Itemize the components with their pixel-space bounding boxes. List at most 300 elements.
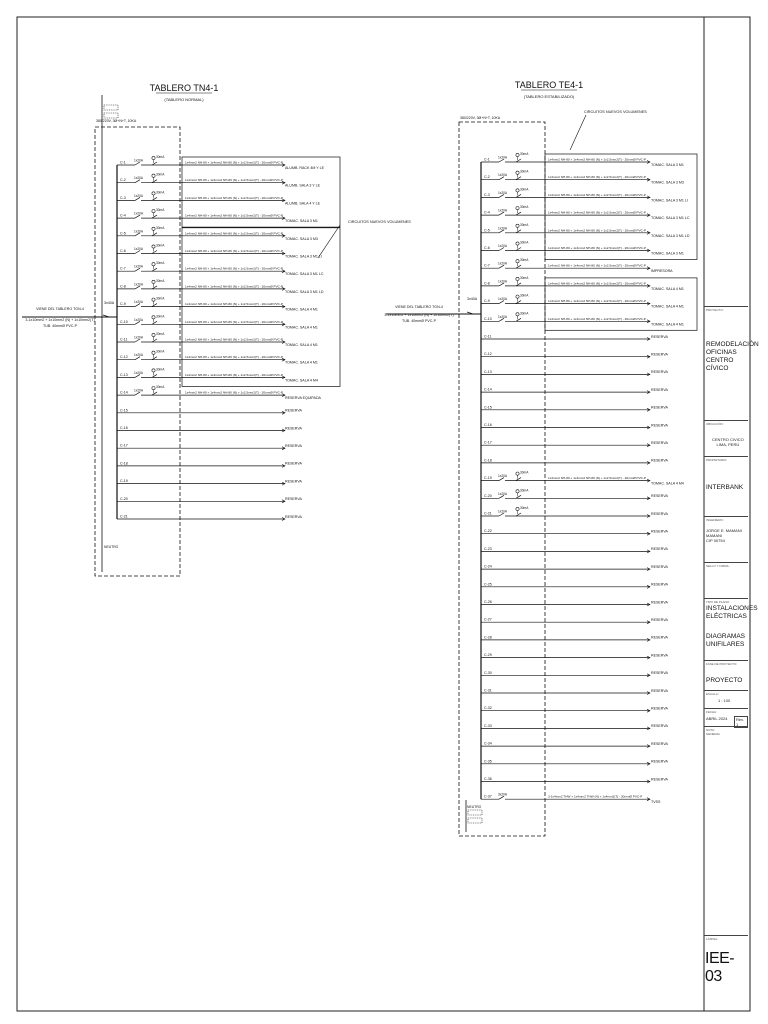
circuit-cable: 1x4mm2 NH-80 + 1x4mm2 NH-80 (N) + 1x2.5mm2(T) - 20mmØ PVC-P xyxy=(185,231,283,236)
circuit-id: C-1 xyxy=(120,160,126,165)
circuit-row xyxy=(117,426,302,432)
differential-symbol xyxy=(516,230,521,233)
panel-title: TABLERO TN4-1 xyxy=(149,83,219,93)
circuit-id: C-13 xyxy=(120,372,128,377)
panel-tn4-1 xyxy=(25,83,411,549)
project-name: REMODELACIÓN OFICINAS CENTRO CÍVICO xyxy=(706,341,759,372)
differential-rating: 30mA xyxy=(520,222,529,227)
circuit-load: RESERVA xyxy=(651,706,668,711)
differential-symbol xyxy=(516,495,521,498)
circuit-row xyxy=(117,314,318,329)
circuit-row xyxy=(481,742,668,748)
breaker-rating: 1x20A xyxy=(134,317,144,322)
circuit-cable: 1x4mm2 NH-80 + 1x4mm2 NH-80 (N) + 1x2.5mm2(T) - 20mmØ PVC-P xyxy=(548,299,646,304)
circuit-load: RESERVA xyxy=(651,600,668,605)
specialty-label: TIPO DE PLANO: xyxy=(706,600,730,604)
differential-rating: 30mA xyxy=(156,367,165,372)
breaker-rating: 1x20A xyxy=(498,261,508,266)
differential-coil xyxy=(152,192,155,195)
circuit-load: TOMAC. SALA 4 M1 xyxy=(651,286,684,291)
breaker-rating: 1x20A xyxy=(134,264,144,269)
circuit-row xyxy=(481,653,668,659)
circuit-id: C-31 xyxy=(484,688,492,693)
circuit-cable: 1x4mm2 NH-80 + 1x4mm2 NH-80 (N) + 1x2.5mm2(T) - 20mmØ PVC-P xyxy=(548,476,646,481)
circuit-cable: 1x4mm2 NH-80 + 1x4mm2 NH-80 (N) + 1x2.5mm2(T) - 20mmØ PVC-P xyxy=(185,355,283,360)
circuit-id: C-20 xyxy=(120,496,128,501)
circuit-load: RESERVA xyxy=(651,759,668,764)
circuit-row xyxy=(481,724,668,730)
sheet-title: DIAGRAMAS UNIFILARES xyxy=(706,633,746,648)
differential-coil xyxy=(516,490,519,493)
feeder-from: VIENE DEL TABLERO TGN-4 xyxy=(395,305,443,309)
circuit-load: RESERVA xyxy=(285,408,302,413)
circuit-load: RESERVA xyxy=(651,564,668,569)
circuit-row xyxy=(117,208,318,223)
seal-label: SELLO Y FIRMA: xyxy=(706,564,730,568)
circuit-id: C-3 xyxy=(120,195,126,200)
breaker-rating: 1x20A xyxy=(134,247,144,251)
circuit-load: RESERVA xyxy=(651,405,668,410)
circuit-load: RESERVA xyxy=(285,479,302,484)
circuit-load: RESERVA xyxy=(285,426,302,431)
breaker-rating: 1x20A xyxy=(498,244,508,248)
differential-rating: 30mA xyxy=(520,470,529,475)
circuit-load: RESERVA xyxy=(285,497,302,502)
circuit-id: C-37 xyxy=(484,794,492,799)
circuit-load: ALUMB. SALA 4 Y LE xyxy=(285,201,321,206)
circuit-row xyxy=(481,488,668,500)
circuit-row xyxy=(481,441,668,447)
differential-rating: 30mA xyxy=(520,311,529,316)
differential-coil xyxy=(152,174,155,177)
differential-symbol xyxy=(516,212,521,215)
circuit-row xyxy=(481,405,668,411)
differential-rating: 30mA xyxy=(156,278,165,283)
circuit-id: C-12 xyxy=(120,355,128,360)
circuit-row xyxy=(117,497,302,503)
differential-rating: 30mA xyxy=(156,261,165,266)
circuit-cable: 1x4mm2 NH-80 + 1x4mm2 NH-80 (N) + 1x2.5mm2(T) - 20mmØ PVC-P xyxy=(548,210,646,215)
circuit-cable: 1x4mm2 NH-80 + 1x4mm2 NH-80 (N) + 1x2.5mm2(T) - 20mmØ PVC-P xyxy=(185,390,283,395)
circuit-id: C-14 xyxy=(120,390,128,395)
phase-label: FASE DE PROYECTO: xyxy=(706,662,738,666)
circuit-load: TOMAC. SALA 4 M1 xyxy=(651,304,684,309)
circuit-id: C-16 xyxy=(120,426,128,430)
circuit-id: C-5 xyxy=(484,228,490,233)
note-leader xyxy=(318,225,340,258)
specialty: INSTALACIONES ELÉCTRICAS xyxy=(706,605,758,620)
differential-rating: 30mA xyxy=(520,258,529,263)
differential-symbol xyxy=(152,286,157,289)
differential-rating: 30mA xyxy=(156,296,165,301)
differential-rating: 30mA xyxy=(520,488,529,493)
phase: PROYECTO xyxy=(706,677,743,684)
differential-coil xyxy=(152,387,155,390)
circuit-load: TOMAC. SALA 4 M1 xyxy=(285,307,318,312)
differential-rating: 30mA xyxy=(156,155,165,159)
circuit-row xyxy=(481,388,668,394)
circuit-load: TOMAC. SALA 3 M3 xyxy=(285,236,318,241)
panel-0-diagram xyxy=(22,95,340,576)
breaker-rating: 1x20A xyxy=(498,226,508,231)
differential-coil xyxy=(152,227,155,230)
differential-rating: 30mA xyxy=(156,225,165,230)
circuit-load: TOMAC. SALA 4 M4 xyxy=(285,378,318,383)
circuit-row xyxy=(117,515,302,521)
circuit-cable: 3-1x4mm2 THW + 1x4mm2 THW (N) + 1x4mm2(T) - 20mmØ PVC-P xyxy=(548,794,643,799)
circuit-cable: 1x4mm2 NH-80 + 1x4mm2 NH-80 (N) + 1x2.5mm2(T) - 20mmØ PVC-P xyxy=(548,316,646,321)
circuit-id: C-14 xyxy=(484,387,492,392)
circuit-load: TOMAC. SALA 4 M1 xyxy=(651,322,684,327)
circuit-load: RESERVA xyxy=(651,547,668,552)
panel-title: TABLERO TE4-1 xyxy=(514,80,584,90)
circuit-row xyxy=(481,294,684,309)
differential-symbol xyxy=(152,197,157,200)
circuit-id: C-23 xyxy=(484,546,492,551)
circuit-row xyxy=(117,444,302,450)
circuit-row xyxy=(481,258,673,273)
breaker-rating: 1x20A xyxy=(498,314,508,319)
breaker-rating: 1x20A xyxy=(498,155,508,160)
circuit-row xyxy=(117,408,302,414)
circuit-load: TOMAC. SALA 3 M1 xyxy=(651,163,684,167)
differential-rating: 30mA xyxy=(520,275,529,280)
client-name: INTERBANK xyxy=(706,484,744,491)
circuit-row xyxy=(481,335,668,341)
differential-rating: 30mA xyxy=(156,190,165,195)
circuit-cable: 1x4mm2 NH-80 + 1x4mm2 NH-80 (N) + 1x2.5mm2(T) - 20mmØ PVC-P xyxy=(185,160,283,165)
differential-rating: 30mA xyxy=(520,293,529,298)
circuit-load: TOMAC. SALA 4 M1 xyxy=(285,360,318,365)
circuit-id: C-11 xyxy=(484,334,492,339)
differential-symbol xyxy=(516,318,521,321)
differential-rating: 30mA xyxy=(520,169,529,174)
differential-coil xyxy=(152,156,155,159)
circuit-load: TOMAC. SALA 3 M1 LI xyxy=(285,254,322,259)
circuit-id: C-6 xyxy=(484,246,490,250)
circuit-load: TOMAC. SALA 3 M1 LI xyxy=(651,198,688,203)
differential-coil xyxy=(152,298,155,301)
differential-symbol xyxy=(152,268,157,271)
panel-subtitle: (TABLERO ESTABILIZADO) xyxy=(523,94,575,99)
breaker-rating: 1x20A xyxy=(134,211,144,216)
differential-rating: 30mA xyxy=(156,208,165,213)
differential-rating: 30mA xyxy=(520,205,529,210)
circuit-row xyxy=(481,565,668,571)
circuit-load: RESERVA EQUIPADA xyxy=(285,396,321,401)
circuit-row xyxy=(117,350,318,365)
circuit-id: C-32 xyxy=(484,706,492,711)
circuit-id: C-22 xyxy=(484,529,492,534)
circuit-row xyxy=(481,671,668,677)
circuit-load: TOMAC. SALA 3 M1 LD xyxy=(651,233,690,238)
circuit-load: TOMAC. SALA 3 M1 LD xyxy=(285,289,324,294)
circuit-load: TOMAC. SALA 3 M3 xyxy=(651,180,684,185)
circuit-row xyxy=(481,471,684,486)
notes-label: NOTA: xyxy=(706,728,715,732)
circuit-cable: 1x4mm2 NH-80 + 1x4mm2 NH-80 (N) + 1x2.5mm2(T) - 20mmØ PVC-P xyxy=(185,337,283,342)
differential-coil xyxy=(516,224,519,227)
location-label: UBICACIÓN: xyxy=(706,422,724,426)
circuit-load: ALUMB. SALA 3 Y LE xyxy=(285,183,321,188)
differential-symbol xyxy=(516,283,521,286)
date: ABRIL 2024 xyxy=(706,716,728,721)
circuit-load: RESERVA xyxy=(651,370,668,375)
circuit-cable: 1x4mm2 NH-80 + 1x4mm2 NH-80 (N) + 1x2.5mm2(T) - 20mmØ PVC-P xyxy=(548,263,646,268)
differential-coil xyxy=(152,333,155,336)
breaker-rating: 1x20A xyxy=(498,173,508,178)
differential-coil xyxy=(152,280,155,283)
differential-symbol xyxy=(152,374,157,377)
circuit-load: TOMAC. SALA 4 M1 xyxy=(285,343,318,347)
breaker-rating: 1x20A xyxy=(134,353,144,358)
feeder-conduit: TUB. 40mmØ PVC-P xyxy=(43,324,77,328)
differential-coil xyxy=(516,207,519,210)
differential-coil xyxy=(516,171,519,174)
circuit-row xyxy=(481,759,668,765)
differential-symbol xyxy=(152,392,157,395)
circuit-id: C-15 xyxy=(120,408,128,413)
circuit-row xyxy=(117,332,318,347)
circuit-id: C-2 xyxy=(120,178,126,183)
circuit-cable: 1x4mm2 NH-80 + 1x4mm2 NH-80 (N) + 1x2.5mm2(T) - 20mmØ PVC-P xyxy=(548,228,646,233)
breaker-rating: 1x20A xyxy=(134,193,144,198)
engineer-name: JORGE E. MAMANI MAMANI CIP 00754 xyxy=(706,528,742,543)
differential-coil xyxy=(152,351,155,354)
differential-coil xyxy=(152,263,155,266)
circuit-row xyxy=(117,173,321,188)
circuit-cable: 1x4mm2 NH-80 + 1x4mm2 NH-80 (N) + 1x2.5mm2(T) - 20mmØ PVC-P xyxy=(185,372,283,377)
differential-symbol xyxy=(152,180,157,183)
differential-symbol xyxy=(152,357,157,360)
circuit-id: C-6 xyxy=(120,249,126,253)
differential-symbol xyxy=(516,194,521,197)
new-circuits-group xyxy=(545,154,697,260)
feeder-conduit: TUB. 40mmØ PVC-P xyxy=(402,319,436,323)
notes: GENERAL xyxy=(706,732,721,736)
differential-symbol xyxy=(516,265,521,268)
differential-symbol xyxy=(152,251,157,254)
breaker-rating: 1x20A xyxy=(498,279,508,284)
circuit-row xyxy=(481,241,684,256)
differential-rating: 30mA xyxy=(156,332,165,336)
scale: 1 : 100 xyxy=(718,698,731,703)
circuit-row xyxy=(481,600,668,606)
breaker-rating: 1x20A xyxy=(498,297,508,302)
circuit-id: C-7 xyxy=(120,266,126,271)
circuit-cable: 1x4mm2 NH-80 + 1x4mm2 NH-80 (N) + 1x2.5mm2(T) - 20mmØ PVC-P xyxy=(185,266,283,271)
circuit-load: TVSS xyxy=(651,800,661,805)
circuit-id: C-17 xyxy=(120,443,128,448)
note-leader xyxy=(570,115,586,150)
circuit-row xyxy=(481,205,690,220)
circuit-row xyxy=(481,352,668,358)
circuit-id: C-27 xyxy=(484,617,492,622)
circuit-id: C-12 xyxy=(484,352,492,357)
ground-terminal xyxy=(104,113,118,118)
differential-coil xyxy=(516,313,519,316)
differential-rating: 30mA xyxy=(156,243,165,248)
circuit-id: C-5 xyxy=(120,231,126,236)
circuit-id: C-21 xyxy=(120,514,128,519)
circuit-load: RESERVA xyxy=(651,511,668,516)
circuit-load: TOMAC. SALA 3 M1 xyxy=(651,251,684,256)
circuit-load: RESERVA xyxy=(651,582,668,587)
circuit-cable: 1x4mm2 NH-80 + 1x4mm2 NH-80 (N) + 1x2.5mm2(T) - 20mmØ PVC-P xyxy=(548,157,646,162)
sheet-code: IEE-03 xyxy=(705,950,735,985)
ground-terminal xyxy=(468,818,482,823)
circuit-id: C-19 xyxy=(120,479,128,484)
differential-symbol xyxy=(152,321,157,324)
circuit-row xyxy=(481,777,668,783)
circuit-row xyxy=(481,635,668,641)
circuit-cable: 1x4mm2 NH-80 + 1x4mm2 NH-80 (N) + 1x2.5mm2(T) - 20mmØ PVC-P xyxy=(185,178,283,183)
circuit-load: RESERVA xyxy=(651,635,668,640)
circuit-id: C-8 xyxy=(120,284,126,289)
differential-rating: 30mA xyxy=(520,240,529,245)
circuit-load: RESERVA xyxy=(651,352,668,357)
circuit-id: C-20 xyxy=(484,493,492,498)
circuit-id: C-17 xyxy=(484,440,492,445)
breaker-rating: 1x20A xyxy=(498,208,508,213)
circuit-row xyxy=(117,244,322,259)
revision: Rev. 1 xyxy=(734,716,748,728)
panel-box-spec: 380/220V, 3Ø+N+T, 10KA xyxy=(96,119,137,123)
differential-rating: 30mA xyxy=(520,187,529,192)
circuit-load: RESERVA xyxy=(651,777,668,782)
circuit-id: C-25 xyxy=(484,582,492,587)
circuit-id: C-15 xyxy=(484,405,492,410)
main-breaker-rating: 3x40A xyxy=(104,301,115,305)
circuit-load: RESERVA xyxy=(651,334,668,339)
circuit-load: RESERVA xyxy=(651,494,668,499)
circuit-row xyxy=(481,689,668,695)
panel-box-spec: 380/220V, 3Ø+N+T, 10KA xyxy=(460,116,501,120)
circuit-load: RESERVA xyxy=(651,529,668,534)
panel-subtitle: (TABLERO NORMAL) xyxy=(164,97,204,102)
circuit-id: C-7 xyxy=(484,263,490,268)
circuit-id: C-10 xyxy=(120,319,128,324)
circuit-id: C-26 xyxy=(484,600,492,604)
differential-coil xyxy=(516,260,519,263)
circuit-id: C-30 xyxy=(484,670,492,675)
differential-coil xyxy=(152,245,155,248)
neutral-label: NEUTRO xyxy=(104,545,119,549)
circuit-load: RESERVA xyxy=(651,458,668,463)
circuit-row xyxy=(481,423,668,429)
circuit-row xyxy=(481,793,661,805)
circuit-row xyxy=(481,370,668,376)
breaker-rating: 3x20A xyxy=(498,792,508,797)
circuit-cable: 1x4mm2 NH-80 + 1x4mm2 NH-80 (N) + 1x2.5mm2(T) - 20mmØ PVC-P xyxy=(185,302,283,307)
circuit-id: C-24 xyxy=(484,564,492,569)
differential-symbol xyxy=(516,513,521,516)
circuit-row xyxy=(117,261,324,276)
circuit-id: C-8 xyxy=(484,281,490,286)
circuit-row xyxy=(481,582,668,588)
breaker-rating: 1x20A xyxy=(134,229,144,234)
circuit-row xyxy=(117,279,324,294)
breaker-rating: 1x20A xyxy=(498,491,508,496)
circuit-id: C-13 xyxy=(484,369,492,374)
circuit-cable: 1x4mm2 NH-80 + 1x4mm2 NH-80 (N) + 1x2.5mm2(T) - 20mmØ PVC-P xyxy=(185,249,283,253)
circuit-id: C-10 xyxy=(484,316,492,321)
scale-label: ESCALA: xyxy=(706,692,719,696)
circuit-id: C-18 xyxy=(120,461,128,466)
differential-coil xyxy=(152,210,155,213)
circuit-load: TOMAC. SALA 3 M1 xyxy=(285,219,318,224)
circuit-row xyxy=(481,506,668,518)
differential-rating: 30mA xyxy=(156,172,165,177)
breaker-rating: 1x20A xyxy=(498,509,508,514)
circuit-id: C-21 xyxy=(484,511,492,516)
circuit-load: TOMAC. SALA 3 M1 LC xyxy=(285,272,324,277)
feeder-from: VIENE DEL TABLERO TGN-4 xyxy=(36,307,84,311)
circuit-load: RESERVA xyxy=(651,618,668,622)
differential-coil xyxy=(516,295,519,298)
circuit-id: C-16 xyxy=(484,423,492,427)
differential-symbol xyxy=(152,304,157,307)
breaker-rating: 1x20A xyxy=(134,300,144,305)
location: CENTRO CIVICO LIMA, PERÚ xyxy=(712,437,744,447)
differential-coil xyxy=(516,189,519,192)
neutral-terminal xyxy=(468,810,482,815)
differential-symbol xyxy=(516,177,521,180)
circuit-load: TOMAC. SALA 3 M1 LC xyxy=(651,216,690,221)
differential-symbol xyxy=(516,159,521,162)
breaker-rating: 1x20A xyxy=(134,158,144,163)
circuit-load: RESERVA xyxy=(651,387,668,392)
differential-rating: 30mA xyxy=(156,349,165,354)
differential-rating: 30mA xyxy=(520,506,529,510)
differential-coil xyxy=(152,369,155,372)
circuit-id: C-34 xyxy=(484,741,492,746)
panel-1-diagram xyxy=(386,115,697,836)
circuit-row xyxy=(117,297,318,312)
circuit-id: C-4 xyxy=(120,213,126,218)
circuit-id: C-1 xyxy=(484,157,490,162)
circuit-id: C-35 xyxy=(484,759,492,764)
breaker-rating: 1x20A xyxy=(134,335,144,340)
feeder-cable: 3-1x10mm2 + 1x10mm2 (N) + 1x10mm2(T) xyxy=(384,313,454,317)
circuit-row xyxy=(481,170,684,185)
circuit-load: IMPRESORA xyxy=(651,269,673,274)
differential-symbol xyxy=(516,248,521,251)
circuit-row xyxy=(117,461,302,467)
engineer-label: INGENIERO: xyxy=(706,518,724,522)
panel-te4-1 xyxy=(384,80,647,809)
differential-symbol xyxy=(152,233,157,236)
circuit-row xyxy=(481,547,668,553)
circuit-row xyxy=(481,223,690,238)
circuit-cable: 1x4mm2 NH-80 + 1x4mm2 NH-80 (N) + 1x2.5mm2(T) - 20mmØ PVC-P xyxy=(185,284,283,289)
differential-rating: 30mA xyxy=(520,152,529,156)
circuit-load: RESERVA xyxy=(651,688,668,693)
breaker-rating: 1x20A xyxy=(134,388,144,393)
circuit-cable: 1x4mm2 NH-80 + 1x4mm2 NH-80 (N) + 1x2.5mm2(T) - 20mmØ PVC-P xyxy=(548,175,646,180)
circuit-load: RESERVA xyxy=(651,441,668,445)
circuit-id: C-19 xyxy=(484,476,492,481)
circuits-layer xyxy=(22,95,697,836)
circuit-id: C-29 xyxy=(484,653,492,658)
circuit-id: C-4 xyxy=(484,210,490,215)
differential-coil xyxy=(152,316,155,319)
circuit-row xyxy=(117,190,321,205)
circuit-load: RESERVA xyxy=(285,461,302,466)
neutral-terminal xyxy=(104,105,118,110)
circuit-load: RESERVA xyxy=(285,444,302,448)
client-label: PROPIETARIO: xyxy=(706,458,728,462)
